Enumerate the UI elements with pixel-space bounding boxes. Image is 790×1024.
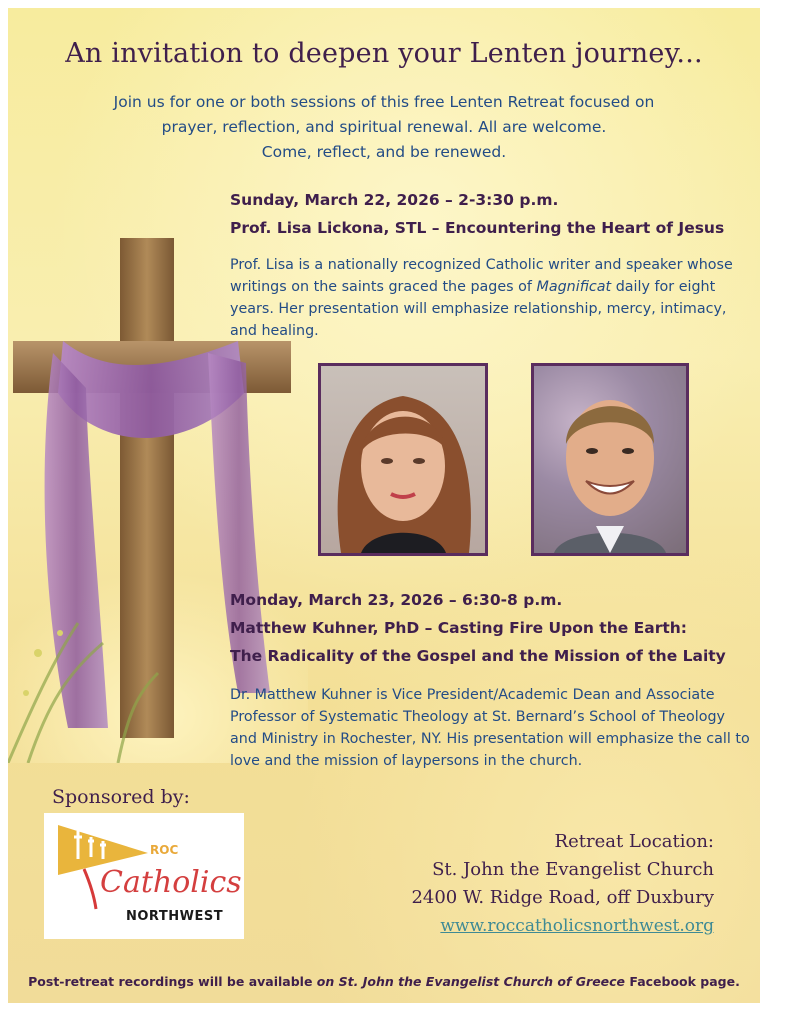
portrait-woman-icon: [321, 366, 485, 553]
footer-text-start: Post-retreat recordings will be available: [28, 974, 317, 989]
page-headline: An invitation to deepen your Lenten journey...: [65, 38, 703, 69]
roc-catholics-northwest-logo: [44, 813, 244, 939]
session-1-speaker: Prof. Lisa Lickona, STL – Encountering the Heart of Jesus: [230, 219, 725, 237]
session-2-header: [230, 586, 726, 670]
footer-note: [8, 974, 760, 989]
portrait-man-icon: [534, 366, 686, 553]
footer-text-end: Facebook page.: [625, 974, 740, 989]
magnificat-title: Magnificat: [536, 279, 612, 295]
session-1-body-text-end: daily for eight years. Her presentation will emphasize relationship, mercy, intimacy, and healing.: [230, 279, 727, 339]
retreat-location: [380, 828, 714, 940]
session-2-description: Dr. Matthew Kuhner is Vice President/Academic Dean and Associate Professor of Systematic Theology at St. Bernard’s School of Theology and Ministry in Rochester, NY. His presentation will emphasize the call to love and the mission of laypersons in the church.: [230, 687, 750, 769]
logo-northwest-text: NORTHWEST: [126, 909, 224, 924]
logo-catholics-text: Catholics: [100, 865, 242, 900]
intro-line-3: Come, reflect, and be renewed.: [261, 143, 507, 161]
speaker-photo-lisa-lickona: [318, 363, 488, 556]
session-2-speaker-line-1: Matthew Kuhner, PhD – Casting Fire Upon the Earth:: [230, 619, 687, 637]
sponsored-by-label: Sponsored by:: [52, 786, 190, 808]
speaker-photo-matthew-kuhner: [531, 363, 689, 556]
session-2-date: Monday, March 23, 2026 – 6:30-8 p.m.: [230, 591, 563, 609]
session-1-body-text: Prof. Lisa is a nationally recognized Catholic writer and speaker whose writings on the saints graced the pages of: [230, 257, 733, 295]
flyer-page: [8, 8, 760, 1003]
intro-text: [48, 90, 720, 165]
footer-facebook-page-name: on St. John the Evangelist Church of Greece: [316, 974, 626, 989]
session-1-header: [230, 186, 724, 242]
session-1-date: Sunday, March 22, 2026 – 2-3:30 p.m.: [230, 191, 559, 209]
session-2-speaker-line-2: The Radicality of the Gospel and the Mission of the Laity: [230, 647, 726, 665]
logo-roc-text: ROC: [150, 843, 179, 857]
location-title: Retreat Location:: [554, 831, 714, 852]
intro-line-2: prayer, reflection, and spiritual renewal. All are welcome.: [161, 118, 607, 136]
location-church-name: St. John the Evangelist Church: [432, 859, 714, 880]
location-address: 2400 W. Ridge Road, off Duxbury: [411, 887, 714, 908]
website-link[interactable]: www.roccatholicsnorthwest.org: [440, 916, 714, 936]
session-1-description: [230, 254, 750, 342]
intro-line-1: Join us for one or both sessions of this free Lenten Retreat focused on: [113, 93, 655, 111]
